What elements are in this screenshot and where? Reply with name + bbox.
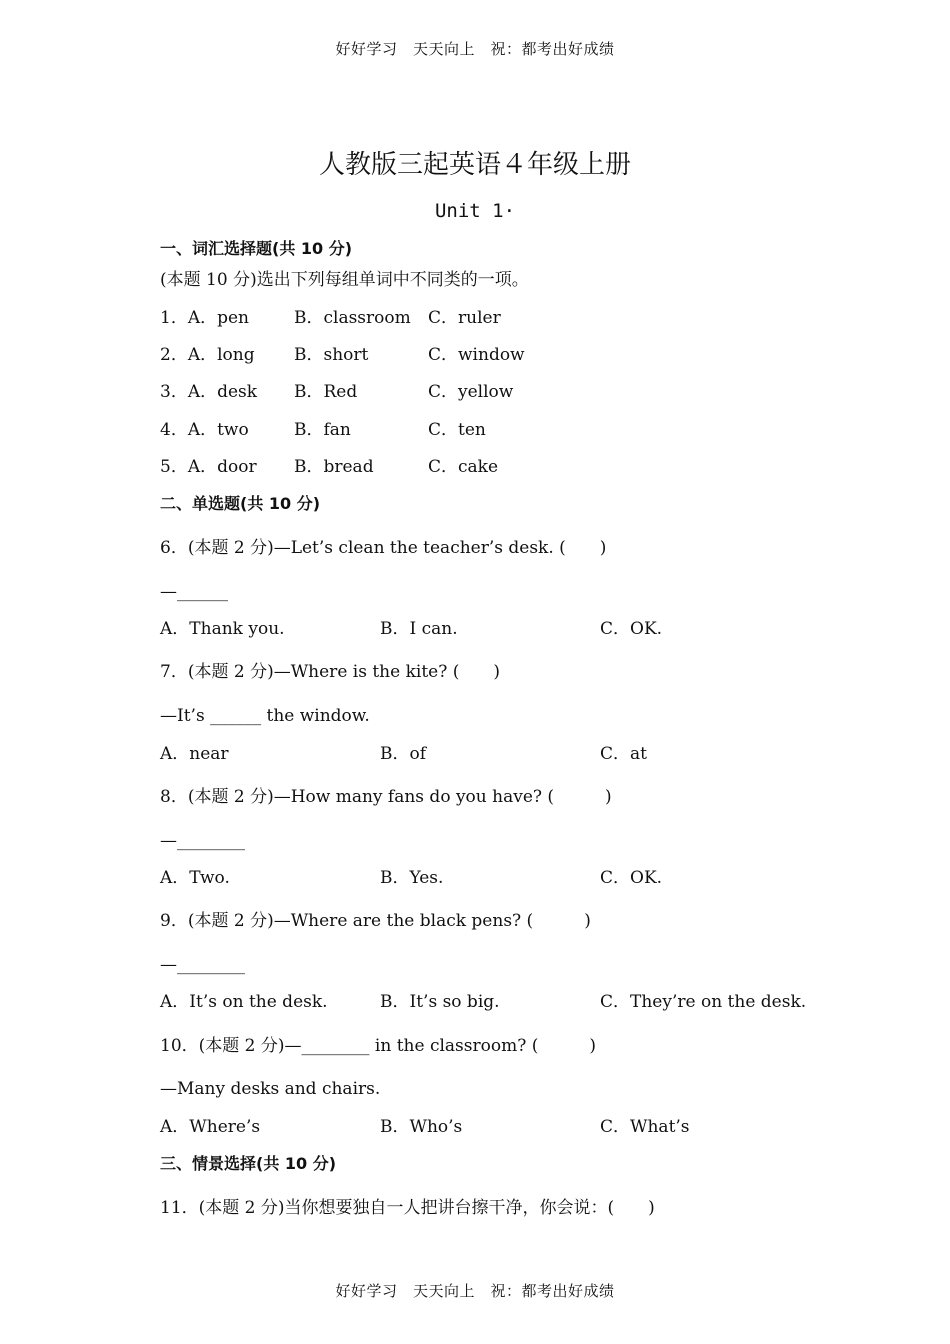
option-c: C．cake bbox=[428, 457, 499, 477]
option-b: B．It’s so big. bbox=[380, 992, 500, 1012]
vocab-item-2 bbox=[160, 344, 525, 366]
option-a: 5．A．door bbox=[160, 457, 257, 477]
page-title: 人教版三起英语４年级上册 bbox=[318, 150, 631, 180]
question-9-response: —________ bbox=[160, 955, 245, 975]
option-b: B．Yes. bbox=[380, 868, 444, 888]
section-instruction: (本题 10 分)选出下列每组单词中不同类的一项。 bbox=[160, 270, 529, 290]
question-8: 8．(本题 2 分)—How many fans do you have? ( ) bbox=[160, 787, 612, 807]
vocab-item-1 bbox=[160, 307, 501, 329]
question-7-response: —It’s ______ the window. bbox=[160, 706, 370, 726]
option-c: C．at bbox=[600, 744, 647, 764]
question-10-options bbox=[160, 1116, 690, 1138]
question-7: 7．(本题 2 分)—Where is the kite? ( ) bbox=[160, 662, 500, 682]
question-9-options bbox=[160, 991, 806, 1013]
question-10: 10．(本题 2 分)—________ in the classroom? ( ) bbox=[160, 1036, 596, 1056]
question-7-options bbox=[160, 743, 647, 765]
option-c: C．What’s bbox=[600, 1117, 690, 1137]
option-b: B．I can. bbox=[380, 619, 458, 639]
option-a: 4．A．two bbox=[160, 420, 249, 440]
section-heading-vocab: 一、词汇选择题(共 10 分) bbox=[160, 239, 353, 258]
question-11: 11．(本题 2 分)当你想要独自一人把讲台擦干净，你会说：( ) bbox=[160, 1198, 655, 1218]
question-10-response: —Many desks and chairs. bbox=[160, 1079, 381, 1099]
page-header: 好好学习 天天向上 祝：都考出好成绩 bbox=[335, 40, 615, 58]
option-b: B．short bbox=[294, 345, 369, 365]
option-a: A．Thank you. bbox=[160, 619, 285, 639]
question-6-response: —______ bbox=[160, 582, 228, 602]
option-a: 1．A．pen bbox=[160, 308, 249, 328]
page-footer: 好好学习 天天向上 祝：都考出好成绩 bbox=[335, 1282, 615, 1300]
question-9: 9．(本题 2 分)—Where are the black pens? ( ) bbox=[160, 911, 591, 931]
unit-subtitle: Unit 1· bbox=[434, 200, 516, 222]
question-6: 6．(本题 2 分)—Let’s clean the teacher’s desk. ( ) bbox=[160, 538, 607, 558]
question-8-options bbox=[160, 867, 662, 889]
option-c: C．window bbox=[428, 345, 525, 365]
option-a: A．Where’s bbox=[160, 1117, 261, 1137]
option-c: C．ten bbox=[428, 420, 486, 440]
option-c: C．OK. bbox=[600, 619, 663, 639]
question-6-options bbox=[160, 618, 662, 640]
question-8-response: —________ bbox=[160, 831, 245, 851]
option-a: A．near bbox=[160, 744, 229, 764]
option-a: A．Two. bbox=[160, 868, 230, 888]
vocab-item-5 bbox=[160, 456, 498, 478]
option-c: C．ruler bbox=[428, 308, 501, 328]
section-heading-situational: 三、情景选择(共 10 分) bbox=[160, 1154, 337, 1173]
vocab-item-4 bbox=[160, 419, 486, 441]
option-c: C．yellow bbox=[428, 382, 514, 402]
option-a: A．It’s on the desk. bbox=[160, 992, 328, 1012]
option-c: C．They’re on the desk. bbox=[600, 992, 807, 1012]
option-b: B．of bbox=[380, 744, 427, 764]
option-b: B．Red bbox=[294, 382, 358, 402]
section-heading-single-choice: 二、单选题(共 10 分) bbox=[160, 494, 321, 513]
option-b: B．classroom bbox=[294, 308, 411, 328]
option-a: 3．A．desk bbox=[160, 382, 258, 402]
option-b: B．Who’s bbox=[380, 1117, 463, 1137]
vocab-item-3 bbox=[160, 381, 513, 403]
option-c: C．OK. bbox=[600, 868, 663, 888]
option-a: 2．A．long bbox=[160, 345, 255, 365]
option-b: B．bread bbox=[294, 457, 374, 477]
option-b: B．fan bbox=[294, 420, 351, 440]
